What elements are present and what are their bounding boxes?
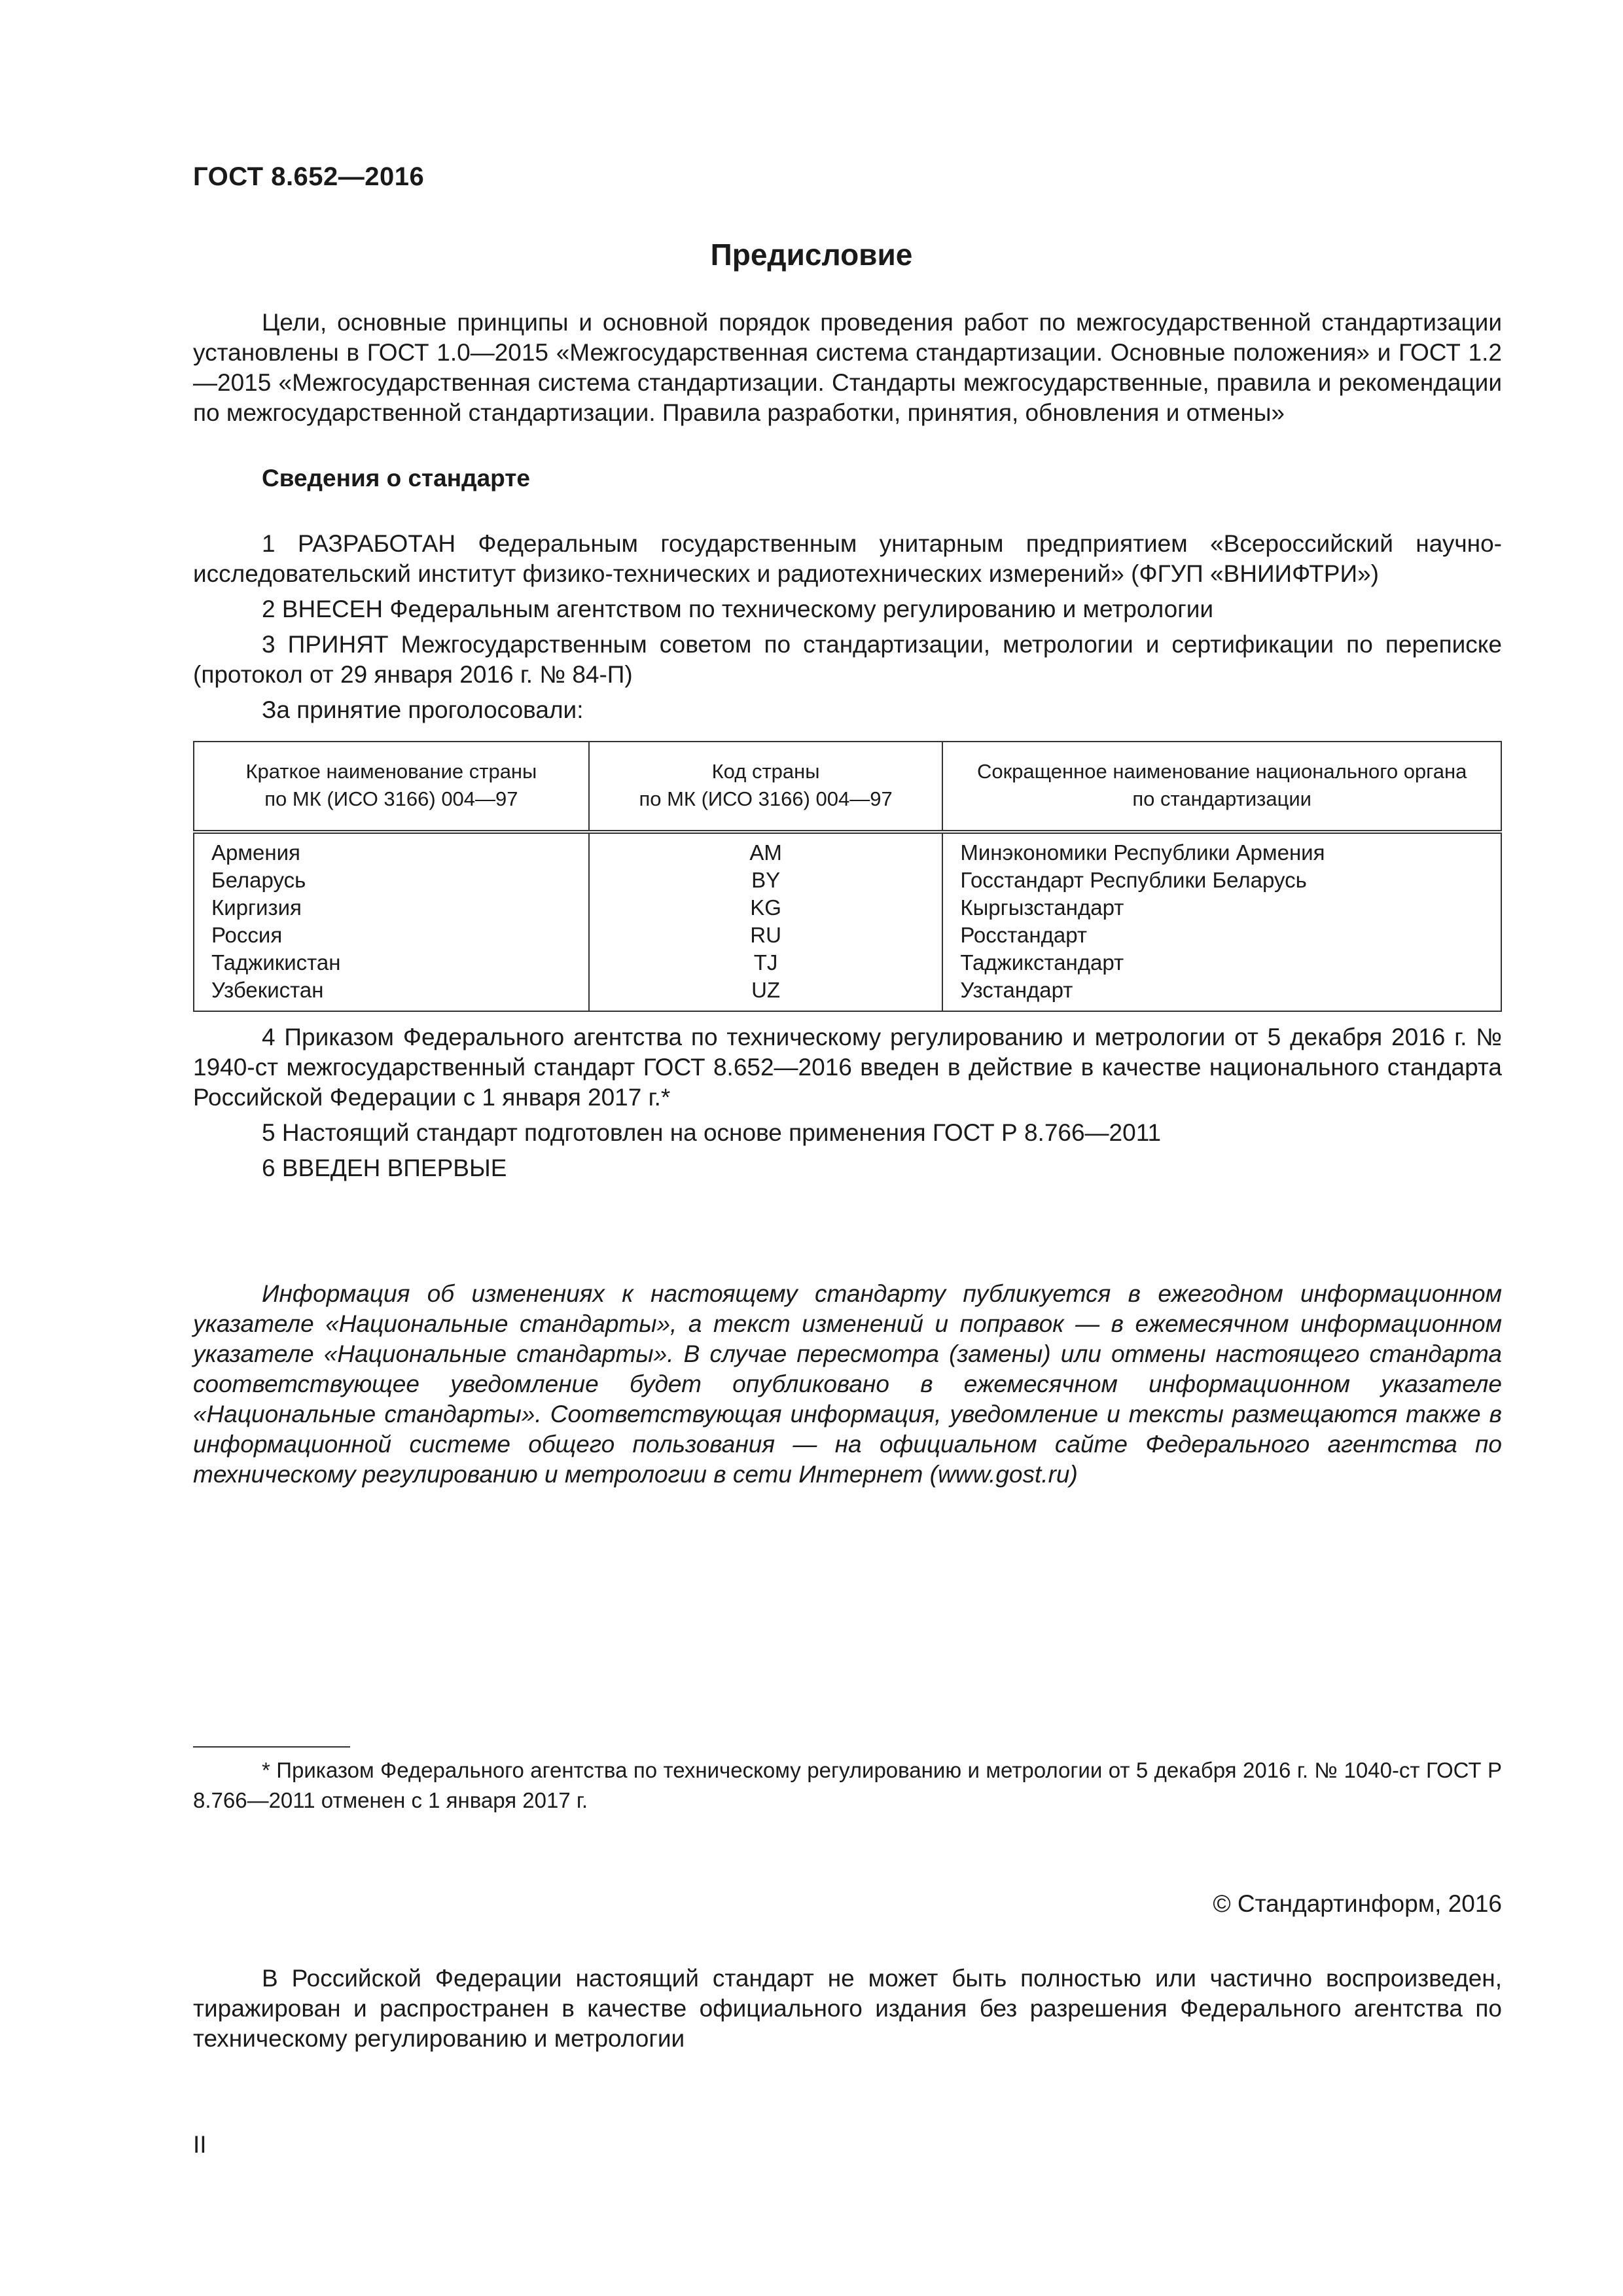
table-header-country: Краткое наименование страны по МК (ИСО 3166) 004—97 [194,742,589,832]
info-item-5: 5 Настоящий стандарт подготовлен на основе применения ГОСТ Р 8.766—2011 [262,1119,1162,1146]
information-notice [193,1279,1502,1490]
body-column: Минэкономики Республики Армения Госстандарт Республики Беларусь Кыргызстандарт Росстандарт Таджикстандарт Узстандарт [942,832,1501,1011]
country-column: Армения Беларусь Киргизия Россия Таджикистан Узбекистан [194,832,589,1011]
rights-notice-text: В Российской Федерации настоящий стандарт не может быть полностью или частично воспроизведен, тиражирован и распространен в качестве официального издания без разрешения Федерального агентства по техническому регулированию и метрологии [193,1965,1502,2052]
info-item-1: 1 РАЗРАБОТАН Федеральным государственным унитарным предприятием «Всероссийский научно-исследовательский институт физико-технических и радиотехнических измерений» (ФГУП «ВНИИФТРИ») [193,530,1502,587]
footnote [193,1755,1502,1816]
code-column: AM BY KG RU TJ UZ [589,832,943,1011]
information-notice-text: Информация об изменениях к настоящему стандарту публикуется в ежегодном информационном указателе «Национальные стандарты», а текст изменений и поправок — в ежемесячном информационном указателе «Национальные стандарты». В случае пересмотра (замены) или отмены настоящего стандарта соответствующее уведомление будет опубликовано в ежемесячном информационном указателе «Национальные стандарты». Соответствующая информация, уведомление и тексты размещаются также в информационной системе общего пользования — на официальном сайте Федерального агентства по техническому регулированию и метрологии в сети Интернет (www.gost.ru) [193,1280,1502,1488]
footnote-divider [193,1746,350,1748]
footnote-text: * Приказом Федерального агентства по техническому регулированию и метрологии от 5 декабря 2016 г. № 1040-ст ГОСТ Р 8.766—2011 отменен с 1 января 2017 г. [193,1758,1502,1812]
table-row [194,832,1501,1011]
document-code: ГОСТ 8.652—2016 [193,162,425,191]
table-header-code: Код страны по МК (ИСО 3166) 004—97 [589,742,943,832]
main-content [193,308,1502,1490]
rights-notice [193,1964,1502,2054]
info-item-3: 3 ПРИНЯТ Межгосударственным советом по стандартизации, метрологии и сертификации по переписке (протокол от 29 января 2016 г. № 84-П) [193,631,1502,688]
info-item-4: 4 Приказом Федерального агентства по техническому регулированию и метрологии от 5 декабря 2016 г. № 1940-ст межгосударственный стандарт ГОСТ 8.652—2016 введен в действие в качестве национального стандарта Российской Федерации с 1 января 2017 г.* [193,1024,1502,1111]
info-item-6: 6 ВВЕДЕН ВПЕРВЫЕ [262,1155,507,1181]
table-header-row [194,742,1501,832]
copyright: © Стандартинформ, 2016 [1213,1890,1502,1917]
page-title: Предисловие [710,238,913,272]
intro-paragraph: Цели, основные принципы и основной порядок проведения работ по межгосударственной стандартизации установлены в ГОСТ 1.0—2015 «Межгосударственная система стандартизации. Основные положения» и ГОСТ 1.2—2015 «Межгосударственная система стандартизации. Стандарты межгосударственные, правила и рекомендации по межгосударственной стандартизации. Правила разработки, принятия, обновления и отмены» [193,309,1502,426]
standard-info-heading: Сведения о стандарте [262,465,530,492]
info-item-2: 2 ВНЕСЕН Федеральным агентством по техническому регулированию и метрологии [262,596,1214,622]
voted-label: За принятие проголосовали: [262,696,584,723]
page-number: II [193,2131,207,2158]
table-header-body: Сокращенное наименование национального органа по стандартизации [942,742,1501,832]
voting-table [193,741,1502,1012]
